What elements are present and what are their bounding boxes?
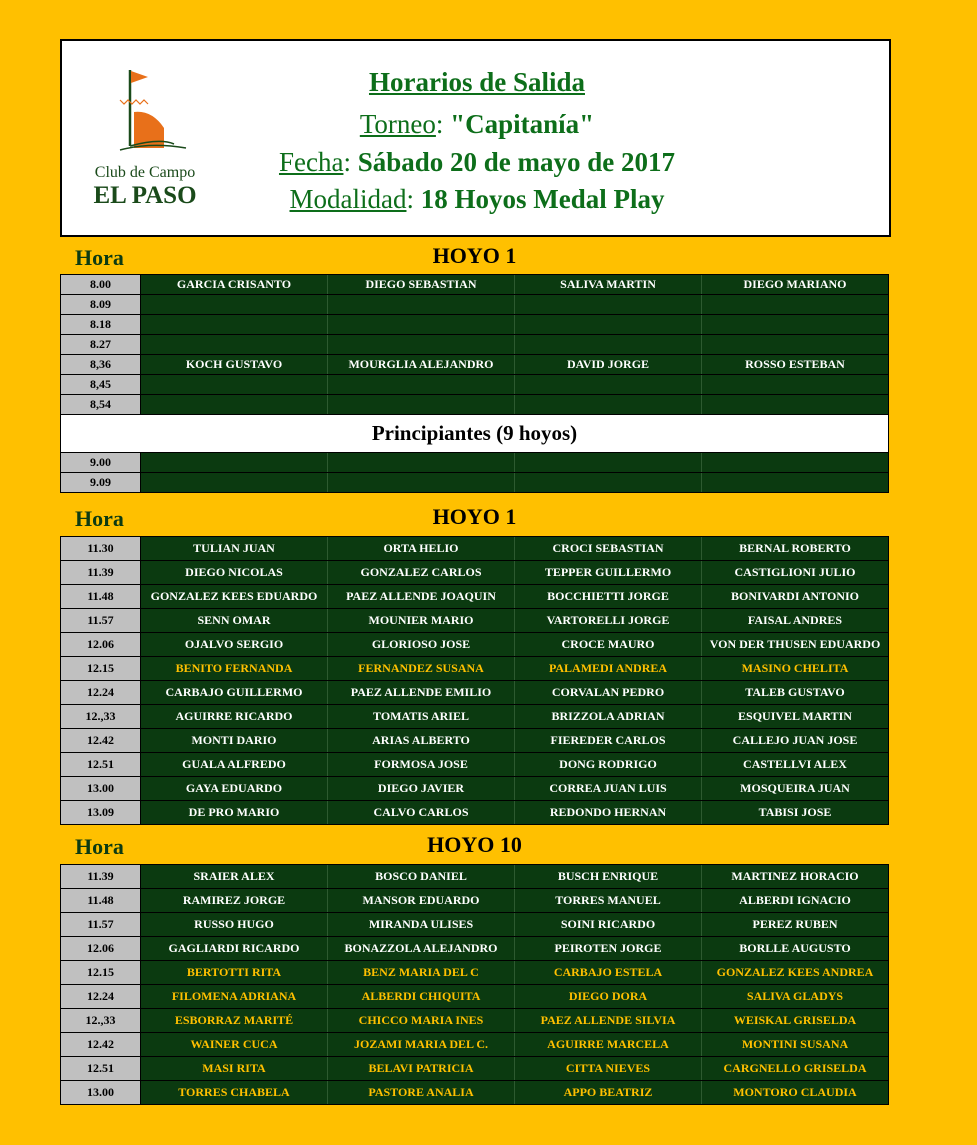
player-cell	[328, 473, 515, 492]
player-cell	[141, 375, 328, 394]
table-row	[61, 801, 888, 824]
tee-time-table	[60, 536, 889, 825]
table-row	[61, 729, 888, 753]
player-cell: CITTA NIEVES	[515, 1057, 702, 1080]
table-row	[61, 937, 888, 961]
table-row	[61, 985, 888, 1009]
player-cell: GLORIOSO JOSE	[328, 633, 515, 656]
fecha-label: Fecha	[278, 147, 344, 177]
player-cell: CORVALAN PEDRO	[515, 681, 702, 704]
player-cell: PAEZ ALLENDE SILVIA	[515, 1009, 702, 1032]
torneo-value: "Capitanía"	[450, 109, 595, 139]
hora-label: Hora	[75, 506, 124, 531]
player-cell: TORRES CHABELA	[141, 1081, 328, 1104]
player-cell: BOCCHIETTI JORGE	[515, 585, 702, 608]
player-cell: KOCH GUSTAVO	[141, 355, 328, 374]
player-cell	[515, 295, 702, 314]
player-cell: BORLLE AUGUSTO	[739, 941, 851, 955]
player-cell: DIEGO JAVIER	[328, 777, 515, 800]
table-row	[61, 609, 888, 633]
player-cell: RUSSO HUGO	[141, 913, 328, 936]
table-row	[61, 633, 888, 657]
tee-time-cell: 8.27	[61, 335, 141, 354]
tee-time-cell: 12.15	[61, 657, 141, 680]
tee-time-cell: 12.51	[61, 1057, 141, 1080]
player-cell: FILOMENA ADRIANA	[141, 985, 328, 1008]
player-cell	[141, 335, 328, 354]
player-cell	[515, 395, 702, 414]
tee-time-table	[60, 864, 889, 1105]
player-cell: BERNAL ROBERTO	[739, 541, 851, 555]
player-cell: MOUNIER MARIO	[328, 609, 515, 632]
player-cell: PAEZ ALLENDE JOAQUIN	[328, 585, 515, 608]
tee-time-table	[60, 274, 889, 493]
table-row	[61, 275, 888, 295]
player-cell: OJALVO SERGIO	[141, 633, 328, 656]
player-cell: CORREA JUAN LUIS	[515, 777, 702, 800]
player-cell: MASINO CHELITA	[741, 661, 849, 675]
table-row	[61, 561, 888, 585]
player-cell: PEREZ RUBEN	[752, 917, 838, 931]
player-cell	[328, 315, 515, 334]
header-banner	[60, 39, 891, 237]
player-cell: FIEREDER CARLOS	[515, 729, 702, 752]
table-row	[61, 537, 888, 561]
player-cell	[702, 395, 888, 414]
tee-time-cell: 8,36	[61, 355, 141, 374]
player-cell: GONZALEZ KEES ANDREA	[716, 965, 874, 979]
player-cell: SOINI RICARDO	[515, 913, 702, 936]
player-cell: TEPPER GUILLERMO	[515, 561, 702, 584]
tee-time-cell: 13.00	[61, 777, 141, 800]
player-cell: MASI RITA	[141, 1057, 328, 1080]
table-row	[61, 889, 888, 913]
player-cell	[702, 335, 888, 354]
player-cell	[328, 295, 515, 314]
table-row	[61, 295, 888, 315]
player-cell	[141, 315, 328, 334]
player-cell: APPO BEATRIZ	[515, 1081, 702, 1104]
tee-time-cell: 12.06	[61, 633, 141, 656]
player-cell: ROSSO ESTEBAN	[745, 357, 845, 371]
tee-time-cell: 13.00	[61, 1081, 141, 1104]
table-row	[61, 315, 888, 335]
table-row	[61, 355, 888, 375]
player-cell: PEIROTEN JORGE	[515, 937, 702, 960]
player-cell: REDONDO HERNAN	[515, 801, 702, 824]
player-cell: FORMOSA JOSE	[328, 753, 515, 776]
table-row	[61, 1009, 888, 1033]
tee-time-cell: 12.,33	[61, 705, 141, 728]
player-cell	[328, 335, 515, 354]
tee-time-cell: 12.42	[61, 1033, 141, 1056]
page-title: Horarios de Salida	[368, 67, 585, 97]
modalidad-value: 18 Hoyos Medal Play	[420, 184, 665, 214]
table-row	[61, 1057, 888, 1081]
table-row	[61, 473, 888, 492]
player-cell: PAEZ ALLENDE EMILIO	[328, 681, 515, 704]
modalidad-label: Modalidad	[289, 184, 407, 214]
player-cell: GUALA ALFREDO	[141, 753, 328, 776]
player-cell: DAVID JORGE	[515, 355, 702, 374]
player-cell	[328, 375, 515, 394]
section-header	[60, 501, 889, 535]
player-cell: CARBAJO GUILLERMO	[141, 681, 328, 704]
player-cell: MONTI DARIO	[141, 729, 328, 752]
player-cell: BELAVI PATRICIA	[328, 1057, 515, 1080]
table-row	[61, 865, 888, 889]
player-cell: WEISKAL GRISELDA	[733, 1013, 857, 1027]
player-cell	[515, 375, 702, 394]
tee-time-cell: 9.09	[61, 473, 141, 492]
principiantes-header: Principiantes (9 hoyos)	[61, 415, 888, 453]
player-cell: DONG RODRIGO	[515, 753, 702, 776]
tee-time-cell: 8,45	[61, 375, 141, 394]
table-row	[61, 375, 888, 395]
player-cell: CROCE MAURO	[515, 633, 702, 656]
player-cell: RAMIREZ JORGE	[141, 889, 328, 912]
player-cell: BRIZZOLA ADRIAN	[515, 705, 702, 728]
player-cell: TALEB GUSTAVO	[745, 685, 845, 699]
player-cell: BONIVARDI ANTONIO	[731, 589, 859, 603]
tee-time-cell: 9.00	[61, 453, 141, 472]
tee-time-cell: 8.18	[61, 315, 141, 334]
player-cell: SRAIER ALEX	[141, 865, 328, 888]
fecha-value: Sábado 20 de mayo de 2017	[357, 147, 676, 177]
player-cell: MARTINEZ HORACIO	[731, 869, 859, 883]
logo-club-name: EL PASO	[93, 182, 197, 209]
player-cell: JOZAMI MARIA DEL C.	[328, 1033, 515, 1056]
table-row	[61, 335, 888, 355]
player-cell	[702, 295, 888, 314]
player-cell: CROCI SEBASTIAN	[515, 537, 702, 560]
player-cell: GAYA EDUARDO	[141, 777, 328, 800]
player-cell: VON DER THUSEN EDUARDO	[709, 637, 881, 651]
player-cell: FERNANDEZ SUSANA	[328, 657, 515, 680]
player-cell: GAGLIARDI RICARDO	[141, 937, 328, 960]
player-cell: GONZALEZ CARLOS	[328, 561, 515, 584]
tee-time-cell: 12.15	[61, 961, 141, 984]
player-cell: CASTIGLIONI JULIO	[734, 565, 856, 579]
tee-time-cell: 11.48	[61, 585, 141, 608]
tee-time-cell: 11.57	[61, 913, 141, 936]
player-cell	[515, 335, 702, 354]
table-row	[61, 657, 888, 681]
player-cell: MOURGLIA ALEJANDRO	[328, 355, 515, 374]
player-cell: BENITO FERNANDA	[141, 657, 328, 680]
player-cell	[328, 395, 515, 414]
tee-time-cell: 11.39	[61, 561, 141, 584]
player-cell: BOSCO DANIEL	[328, 865, 515, 888]
table-row	[61, 585, 888, 609]
player-cell: TORRES MANUEL	[515, 889, 702, 912]
player-cell: FAISAL ANDRES	[747, 613, 843, 627]
modalidad-line: Modalidad: 18 Hoyos Medal Play	[289, 184, 665, 214]
player-cell: MANSOR EDUARDO	[328, 889, 515, 912]
table-row	[61, 1033, 888, 1057]
player-cell: CHICCO MARIA INES	[328, 1009, 515, 1032]
tee-time-cell: 12.,33	[61, 1009, 141, 1032]
tee-time-cell: 8.00	[61, 275, 141, 294]
tee-time-cell: 11.39	[61, 865, 141, 888]
player-cell: ALBERDI CHIQUITA	[328, 985, 515, 1008]
player-cell: TULIAN JUAN	[141, 537, 328, 560]
tee-time-cell: 8.09	[61, 295, 141, 314]
player-cell: DIEGO DORA	[515, 985, 702, 1008]
player-cell	[141, 453, 328, 472]
tee-time-cell: 12.51	[61, 753, 141, 776]
section-header	[60, 829, 889, 863]
player-cell: DE PRO MARIO	[141, 801, 328, 824]
player-cell: DIEGO NICOLAS	[141, 561, 328, 584]
hoyo-label: HOYO 10	[427, 832, 522, 857]
player-cell: ESBORRAZ MARITÉ	[141, 1009, 328, 1032]
player-cell	[328, 453, 515, 472]
tee-time-cell: 11.30	[61, 537, 141, 560]
player-cell: BONAZZOLA ALEJANDRO	[328, 937, 515, 960]
player-cell: VARTORELLI JORGE	[515, 609, 702, 632]
tee-time-cell: 12.24	[61, 681, 141, 704]
player-cell: ALBERDI IGNACIO	[739, 893, 851, 907]
table-row	[61, 453, 888, 473]
player-cell: WAINER CUCA	[141, 1033, 328, 1056]
player-cell: BUSCH ENRIQUE	[515, 865, 702, 888]
tee-time-cell: 12.24	[61, 985, 141, 1008]
table-row	[61, 913, 888, 937]
player-cell: AGUIRRE MARCELA	[515, 1033, 702, 1056]
tee-time-cell: 8,54	[61, 395, 141, 414]
player-cell: TOMATIS ARIEL	[328, 705, 515, 728]
tee-time-cell: 13.09	[61, 801, 141, 824]
player-cell: DIEGO SEBASTIAN	[328, 275, 515, 294]
tee-time-cell: 12.42	[61, 729, 141, 752]
player-cell: CARGNELLO GRISELDA	[723, 1061, 867, 1075]
table-row	[61, 753, 888, 777]
player-cell: CALLEJO JUAN JOSE	[732, 733, 858, 747]
table-row	[61, 395, 888, 415]
hoyo-label: HOYO 1	[432, 243, 517, 268]
hora-label: Hora	[75, 834, 124, 859]
player-cell: MIRANDA ULISES	[328, 913, 515, 936]
player-cell	[702, 375, 888, 394]
player-cell: ORTA HELIO	[328, 537, 515, 560]
player-cell: ESQUIVEL MARTIN	[738, 709, 852, 723]
player-cell	[702, 315, 888, 334]
fecha-line: Fecha: Sábado 20 de mayo de 2017	[278, 147, 676, 177]
club-logo	[90, 66, 200, 216]
player-cell	[515, 473, 702, 492]
tee-time-cell: 11.48	[61, 889, 141, 912]
tee-time-cell: 12.06	[61, 937, 141, 960]
player-cell: ARIAS ALBERTO	[328, 729, 515, 752]
player-cell: DIEGO MARIANO	[743, 277, 847, 291]
player-cell: BERTOTTI RITA	[141, 961, 328, 984]
table-row	[61, 705, 888, 729]
player-cell	[515, 453, 702, 472]
torneo-line: Torneo: "Capitanía"	[359, 109, 595, 139]
section-header	[60, 240, 889, 274]
player-cell: MOSQUEIRA JUAN	[740, 781, 850, 795]
player-cell: MONTORO CLAUDIA	[733, 1085, 857, 1099]
player-cell: BENZ MARIA DEL C	[328, 961, 515, 984]
player-cell: TABISI JOSE	[758, 805, 832, 819]
player-cell: SALIVA MARTIN	[515, 275, 702, 294]
player-cell: CARBAJO ESTELA	[515, 961, 702, 984]
table-row	[61, 1081, 888, 1104]
player-cell	[515, 315, 702, 334]
hoyo-label: HOYO 1	[432, 504, 517, 529]
torneo-label: Torneo	[359, 109, 436, 139]
player-cell: MONTINI SUSANA	[741, 1037, 849, 1051]
player-cell: PASTORE ANALIA	[328, 1081, 515, 1104]
golf-flag-logo-icon	[90, 66, 200, 166]
player-cell: PALAMEDI ANDREA	[515, 657, 702, 680]
player-cell	[702, 473, 888, 492]
player-cell: AGUIRRE RICARDO	[141, 705, 328, 728]
table-row	[61, 777, 888, 801]
player-cell: GARCIA CRISANTO	[141, 275, 328, 294]
player-cell	[141, 395, 328, 414]
player-cell: CALVO CARLOS	[328, 801, 515, 824]
hora-label: Hora	[75, 245, 124, 270]
player-cell: CASTELLVI ALEX	[743, 757, 847, 771]
player-cell	[702, 453, 888, 472]
player-cell	[141, 473, 328, 492]
table-row	[61, 961, 888, 985]
player-cell: GONZALEZ KEES EDUARDO	[141, 585, 328, 608]
player-cell	[141, 295, 328, 314]
player-cell: SENN OMAR	[141, 609, 328, 632]
logo-club-text: Club de Campo	[94, 164, 196, 181]
tee-time-cell: 11.57	[61, 609, 141, 632]
player-cell: SALIVA GLADYS	[746, 989, 844, 1003]
table-row	[61, 681, 888, 705]
